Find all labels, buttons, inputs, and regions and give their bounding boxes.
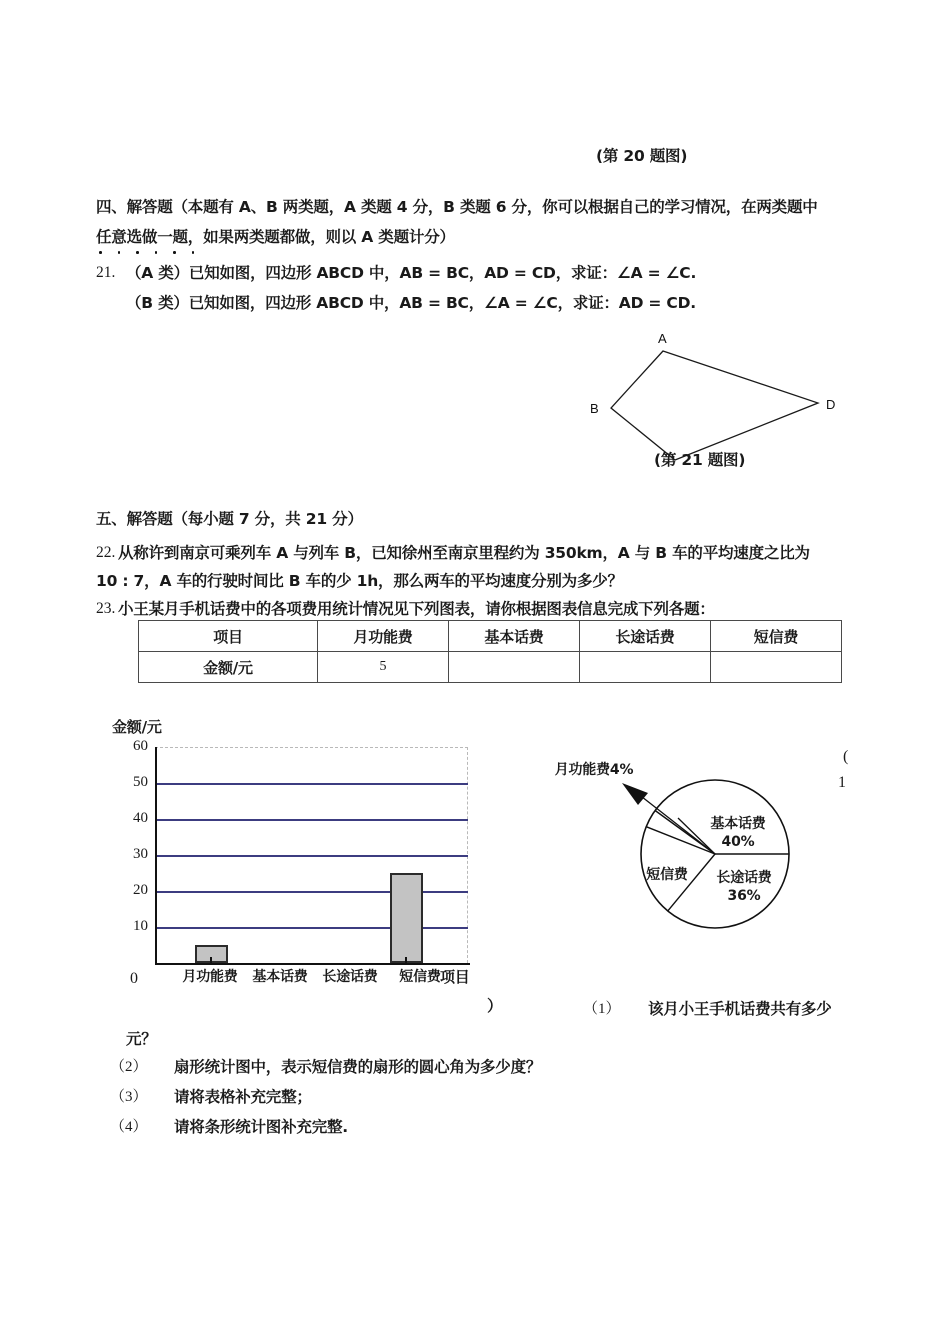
question-22-line2: 10 : 7，A 车的行驶时间比 B 车的少 1h，那么两车的平均速度分别为多少？ [96,572,623,590]
section-5-heading: 五、解答题（每小题 7 分，共 21 分） [96,510,363,528]
table-cell-empty [580,652,711,683]
section-4-heading-line2: 任意选做一题，如果两类题都做，则以 A 类题计分） [96,228,455,246]
fee-table-body [139,621,842,683]
bottom-question-1-cont: 元？ [126,1030,157,1048]
question-23-number: 23. [96,600,116,617]
bar-chart [100,708,520,998]
origin-label: 0 [130,970,138,987]
question-21-type-a: （A 类）已知如图，四边形 ABCD 中，AB = BC，AD = CD，求证：∠A = ∠C. [126,264,697,282]
table-header-cell: 项目 [139,621,318,652]
pie-leader-arrow-icon [622,783,648,805]
vertex-label-d: D [826,397,836,412]
pie-label-basic-fee-name: 基本话费 [710,816,766,832]
question-21-type-b: （B 类）已知如图，四边形 ABCD 中，AB = BC，∠A = ∠C，求证：AD = CD. [126,294,696,312]
x-label-month-function-fee: 月功能费 [182,969,238,985]
pie-label-long-distance-fee-value: 36% [727,888,761,904]
bar-chart-y-axis [155,747,157,965]
table-cell-label: 金额/元 [139,652,318,683]
x-tick-1 [210,957,212,965]
table-cell-empty [449,652,580,683]
bottom-question-1-number: （1） [583,1001,621,1017]
pie-label-month-function-fee: 月功能费4% [554,762,634,778]
section-4-heading [96,192,876,252]
gridline-40 [157,819,468,821]
bar-chart-x-axis [155,963,470,965]
pie-label-basic-fee-value: 40% [721,834,755,850]
bar-sms-fee [390,873,423,963]
bar-chart-y-axis-title: 金额/元 [112,718,162,736]
x-label-long-distance-fee: 长途话费 [322,969,378,985]
bottom-question-3-number: （3） [110,1089,148,1105]
bottom-question-3-text: 请将表格补充完整； [174,1088,312,1106]
table-cell-empty [711,652,842,683]
pie-label-basic-fee [688,815,788,851]
vertex-label-b: B [590,401,599,416]
bottom-question-4-text: 请将条形统计图补充完整. [174,1118,348,1136]
table-header-cell: 月功能费 [318,621,449,652]
bottom-question-1-text: 该月小王手机话费共有多少 [648,1000,832,1018]
table-header-cell: 长途话费 [580,621,711,652]
bottom-question-2-text: 扇形统计图中，表示短信费的扇形的圆心角为多少度？ [174,1058,542,1076]
y-tick-label-60: 60 [133,738,148,754]
y-tick-label-40: 40 [133,810,148,826]
x-label-basic-fee: 基本话费 [252,969,308,985]
stray-paren-close: ） [487,998,503,1015]
question-22-number: 22. [96,544,116,561]
table-row [139,652,842,683]
pie-chart [510,735,870,985]
figure-21-caption: (第 21 题图) [654,451,746,469]
table-cell-value: 5 [318,652,449,683]
x-label-sms-fee: 短信费 [399,969,441,985]
quadrilateral-shape [611,351,818,460]
x-tick-4 [405,957,407,965]
stray-paren-open: ( [843,748,849,765]
table-header-cell: 短信费 [711,621,842,652]
y-tick-label-50: 50 [133,774,148,790]
gridline-50 [157,783,468,785]
question-21-number: 21. [96,264,116,281]
table-header-row [139,621,842,652]
stray-digit-one: 1 [838,774,846,791]
gridline-30 [157,855,468,857]
pie-label-sms-fee: 短信费 [646,867,688,883]
fee-table [138,620,842,683]
section-4-heading-line1: 四、解答题（本题有 A、B 两类题，A 类题 4 分，B 类题 6 分，你可以根据自己的学习情况，在两类题中 [96,198,818,216]
y-tick-label-20: 20 [133,882,148,898]
pie-label-long-distance-fee-name: 长途话费 [716,870,772,886]
figure-20-caption: (第 20 题图) [596,147,688,165]
vertex-label-a: A [658,331,667,346]
y-tick-label-30: 30 [133,846,148,862]
table-header-cell: 基本话费 [449,621,580,652]
bottom-question-2-number: （2） [110,1059,148,1075]
emphasis-dots [99,248,289,258]
y-tick-label-10: 10 [133,918,148,934]
question-22-line1: 从称许到南京可乘列车 A 与列车 B，已知徐州至南京里程约为 350km，A 与 B 车的平均速度之比为 [118,544,810,562]
bar-chart-x-axis-title: 项目 [440,968,470,986]
bottom-question-4-number: （4） [110,1119,148,1135]
question-23-text: 小王某月手机话费中的各项费用统计情况见下列图表，请你根据图表信息完成下列各题： [118,600,715,618]
